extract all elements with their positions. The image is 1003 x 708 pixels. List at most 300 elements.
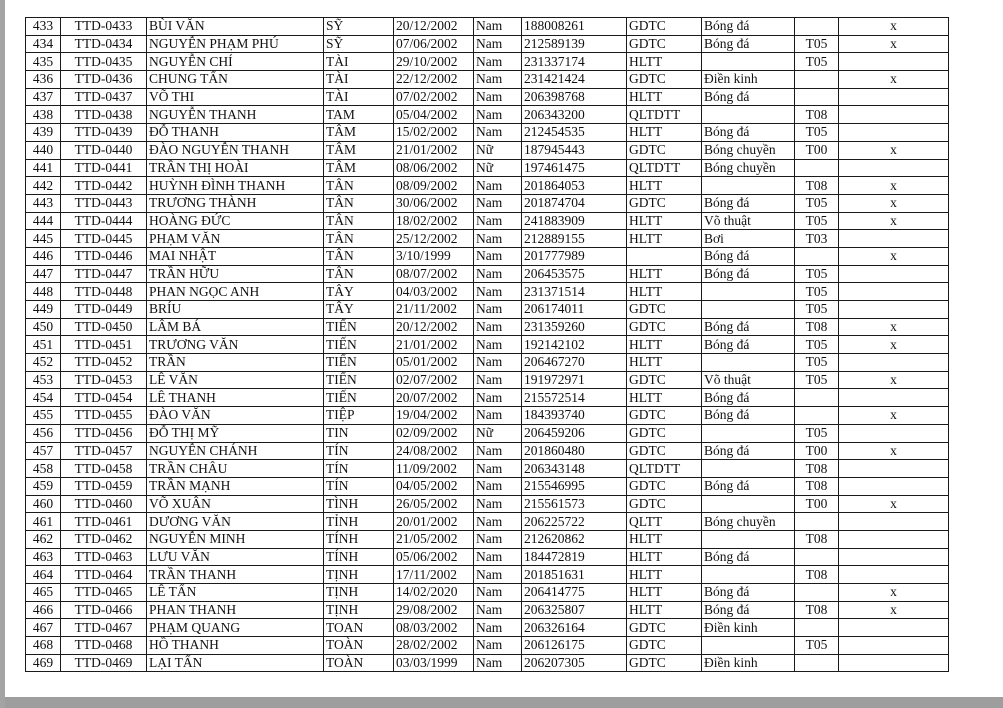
cell-first-name: TÂN [324,247,394,265]
cell-first-name: TIẾN [324,354,394,372]
cell-team-code: T08 [795,530,839,548]
cell-student-code: TTD-0460 [61,495,147,513]
cell-last-middle-name: NGUYỄN PHẠM PHÚ [147,35,324,53]
cell-major: GDTC [627,301,702,319]
cell-last-middle-name: BÙI VĂN [147,18,324,36]
cell-sport: Bóng đá [702,601,795,619]
cell-stt: 447 [26,265,61,283]
cell-birth-date: 29/08/2002 [394,601,474,619]
cell-id-number: 206459206 [522,424,627,442]
cell-first-name: TOAN [324,619,394,637]
cell-student-code: TTD-0450 [61,318,147,336]
cell-student-code: TTD-0442 [61,177,147,195]
cell-gender: Nam [474,230,522,248]
cell-gender: Nam [474,265,522,283]
cell-last-middle-name: TRẦN HỮU [147,265,324,283]
cell-major: GDTC [627,637,702,655]
cell-first-name: TỊNH [324,584,394,602]
cell-first-name: TOÀN [324,654,394,672]
table-row [26,141,949,159]
cell-team-code: T08 [795,106,839,124]
cell-first-name: TÂN [324,194,394,212]
cell-last-middle-name: LÊ VĂN [147,371,324,389]
cell-stt: 452 [26,354,61,372]
cell-mark [839,530,949,548]
cell-birth-date: 07/06/2002 [394,35,474,53]
cell-last-middle-name: NGUYỄN CHÁNH [147,442,324,460]
cell-major: HLTT [627,88,702,106]
cell-team-code: T05 [795,53,839,71]
cell-sport [702,106,795,124]
cell-team-code [795,654,839,672]
cell-major: HLTT [627,354,702,372]
cell-stt: 453 [26,371,61,389]
cell-team-code: T05 [795,336,839,354]
cell-gender: Nam [474,71,522,89]
cell-gender: Nam [474,88,522,106]
cell-birth-date: 21/05/2002 [394,530,474,548]
cell-id-number: 191972971 [522,371,627,389]
cell-birth-date: 08/09/2002 [394,177,474,195]
cell-team-code [795,513,839,531]
cell-team-code: T05 [795,212,839,230]
cell-gender: Nam [474,389,522,407]
cell-mark: x [839,141,949,159]
cell-student-code: TTD-0443 [61,194,147,212]
cell-stt: 463 [26,548,61,566]
cell-team-code: T05 [795,283,839,301]
table-row [26,301,949,319]
cell-first-name: TÀI [324,71,394,89]
cell-gender: Nam [474,35,522,53]
table-row [26,637,949,655]
cell-team-code: T00 [795,442,839,460]
table-row [26,336,949,354]
table-row [26,654,949,672]
table-row [26,247,949,265]
cell-mark [839,619,949,637]
cell-student-code: TTD-0469 [61,654,147,672]
cell-first-name: TÂY [324,301,394,319]
cell-sport: Bóng đá [702,124,795,142]
cell-first-name: TIỆP [324,407,394,425]
cell-team-code [795,159,839,177]
student-table [25,17,949,672]
cell-stt: 466 [26,601,61,619]
cell-stt: 433 [26,18,61,36]
cell-last-middle-name: TRẦN MẠNH [147,477,324,495]
cell-gender: Nam [474,584,522,602]
cell-sport: Bóng đá [702,548,795,566]
table-row [26,530,949,548]
cell-gender: Nam [474,212,522,230]
cell-sport [702,424,795,442]
cell-student-code: TTD-0461 [61,513,147,531]
cell-first-name: TÀI [324,53,394,71]
table-row [26,159,949,177]
cell-major: HLTT [627,177,702,195]
cell-sport: Võ thuật [702,371,795,389]
cell-birth-date: 04/03/2002 [394,283,474,301]
cell-stt: 434 [26,35,61,53]
table-row [26,71,949,89]
cell-last-middle-name: TRẦN THANH [147,566,324,584]
cell-student-code: TTD-0445 [61,230,147,248]
cell-mark: x [839,18,949,36]
cell-gender: Nam [474,407,522,425]
cell-gender: Nam [474,495,522,513]
cell-last-middle-name: VÕ XUÂN [147,495,324,513]
cell-id-number: 231371514 [522,283,627,301]
cell-team-code: T00 [795,141,839,159]
cell-sport [702,460,795,478]
cell-last-middle-name: LƯU VĂN [147,548,324,566]
table-row [26,283,949,301]
cell-stt: 458 [26,460,61,478]
cell-mark [839,389,949,407]
cell-stt: 445 [26,230,61,248]
cell-id-number: 206414775 [522,584,627,602]
table-row [26,619,949,637]
cell-stt: 460 [26,495,61,513]
cell-stt: 450 [26,318,61,336]
cell-birth-date: 29/10/2002 [394,53,474,71]
cell-sport: Bóng đá [702,318,795,336]
cell-sport: Bóng đá [702,336,795,354]
cell-student-code: TTD-0463 [61,548,147,566]
cell-stt: 446 [26,247,61,265]
table-row [26,513,949,531]
cell-mark [839,566,949,584]
cell-id-number: 206453575 [522,265,627,283]
cell-team-code: T08 [795,318,839,336]
cell-major: QLTDTT [627,460,702,478]
cell-student-code: TTD-0448 [61,283,147,301]
cell-team-code: T05 [795,371,839,389]
cell-major: HLTT [627,283,702,301]
cell-student-code: TTD-0452 [61,354,147,372]
cell-id-number: 201864053 [522,177,627,195]
cell-first-name: TÂM [324,124,394,142]
cell-team-code: T05 [795,265,839,283]
cell-team-code [795,247,839,265]
cell-sport: Bơi [702,230,795,248]
cell-mark [839,424,949,442]
cell-birth-date: 05/01/2002 [394,354,474,372]
cell-gender: Nam [474,53,522,71]
cell-last-middle-name: PHẠM QUANG [147,619,324,637]
cell-stt: 442 [26,177,61,195]
cell-sport: Điền kinh [702,654,795,672]
cell-student-code: TTD-0456 [61,424,147,442]
cell-birth-date: 20/07/2002 [394,389,474,407]
cell-last-middle-name: DƯƠNG VĂN [147,513,324,531]
cell-stt: 462 [26,530,61,548]
cell-major: GDTC [627,495,702,513]
cell-sport: Bóng đá [702,584,795,602]
cell-team-code: T05 [795,124,839,142]
cell-sport: Điền kinh [702,619,795,637]
cell-sport: Bóng đá [702,389,795,407]
cell-team-code: T05 [795,637,839,655]
cell-birth-date: 11/09/2002 [394,460,474,478]
cell-gender: Nam [474,247,522,265]
cell-stt: 444 [26,212,61,230]
cell-mark: x [839,177,949,195]
cell-first-name: TIẾN [324,371,394,389]
cell-id-number: 187945443 [522,141,627,159]
cell-sport [702,53,795,71]
cell-last-middle-name: ĐÀO NGUYỄN THANH [147,141,324,159]
cell-birth-date: 15/02/2002 [394,124,474,142]
cell-sport: Bóng đá [702,477,795,495]
table-row [26,424,949,442]
cell-last-middle-name: MAI NHẬT [147,247,324,265]
cell-gender: Nam [474,301,522,319]
cell-id-number: 184393740 [522,407,627,425]
cell-stt: 459 [26,477,61,495]
cell-first-name: TÂN [324,230,394,248]
cell-student-code: TTD-0446 [61,247,147,265]
cell-sport [702,354,795,372]
cell-birth-date: 28/02/2002 [394,637,474,655]
cell-gender: Nam [474,637,522,655]
cell-gender: Nam [474,601,522,619]
cell-stt: 469 [26,654,61,672]
cell-id-number: 215572514 [522,389,627,407]
cell-major: GDTC [627,477,702,495]
cell-last-middle-name: BRÍU [147,301,324,319]
cell-gender: Nữ [474,159,522,177]
cell-mark [839,477,949,495]
cell-team-code [795,88,839,106]
cell-student-code: TTD-0447 [61,265,147,283]
cell-birth-date: 05/04/2002 [394,106,474,124]
cell-first-name: TỊNH [324,601,394,619]
cell-first-name: TÍN [324,477,394,495]
cell-sport: Bóng đá [702,407,795,425]
cell-birth-date: 18/02/2002 [394,212,474,230]
cell-mark: x [839,407,949,425]
cell-major: HLTT [627,530,702,548]
cell-first-name: TÂM [324,141,394,159]
table-body [26,18,949,672]
cell-major: HLTT [627,566,702,584]
cell-last-middle-name: HỒ THANH [147,637,324,655]
cell-team-code: T03 [795,230,839,248]
cell-id-number: 206467270 [522,354,627,372]
cell-birth-date: 08/07/2002 [394,265,474,283]
cell-first-name: TAM [324,106,394,124]
cell-student-code: TTD-0465 [61,584,147,602]
cell-last-middle-name: CHUNG TẤN [147,71,324,89]
cell-first-name: TÀI [324,88,394,106]
cell-team-code: T08 [795,477,839,495]
cell-student-code: TTD-0436 [61,71,147,89]
table-row [26,442,949,460]
cell-mark: x [839,247,949,265]
cell-gender: Nam [474,18,522,36]
cell-mark [839,124,949,142]
cell-id-number: 212589139 [522,35,627,53]
cell-mark: x [839,495,949,513]
cell-gender: Nam [474,566,522,584]
cell-birth-date: 19/04/2002 [394,407,474,425]
cell-first-name: SỸ [324,18,394,36]
cell-mark: x [839,371,949,389]
cell-major: HLTT [627,53,702,71]
cell-birth-date: 08/06/2002 [394,159,474,177]
cell-sport [702,566,795,584]
cell-first-name: TÂN [324,177,394,195]
table-row [26,354,949,372]
cell-sport: Bóng đá [702,442,795,460]
cell-id-number: 206326164 [522,619,627,637]
cell-birth-date: 21/01/2002 [394,336,474,354]
cell-student-code: TTD-0464 [61,566,147,584]
cell-student-code: TTD-0457 [61,442,147,460]
cell-id-number: 206343200 [522,106,627,124]
table-row [26,460,949,478]
cell-team-code: T05 [795,301,839,319]
cell-major: HLTT [627,389,702,407]
cell-student-code: TTD-0441 [61,159,147,177]
table-row [26,35,949,53]
cell-last-middle-name: TRẦN [147,354,324,372]
cell-student-code: TTD-0433 [61,18,147,36]
cell-sport: Điền kinh [702,71,795,89]
table-row [26,18,949,36]
cell-student-code: TTD-0439 [61,124,147,142]
cell-last-middle-name: NGUYỄN THANH [147,106,324,124]
cell-team-code: T08 [795,177,839,195]
cell-last-middle-name: LẠI TẤN [147,654,324,672]
table-row [26,548,949,566]
cell-last-middle-name: NGUYỄN CHÍ [147,53,324,71]
cell-sport: Bóng đá [702,247,795,265]
cell-student-code: TTD-0453 [61,371,147,389]
cell-major: GDTC [627,407,702,425]
cell-major: QLTDTT [627,106,702,124]
cell-mark [839,283,949,301]
cell-last-middle-name: TRẦN THỊ HOÀI [147,159,324,177]
cell-gender: Nam [474,619,522,637]
cell-major: HLTT [627,212,702,230]
cell-stt: 439 [26,124,61,142]
cell-sport: Bóng chuyền [702,159,795,177]
cell-student-code: TTD-0467 [61,619,147,637]
cell-major [627,247,702,265]
cell-sport [702,301,795,319]
cell-gender: Nữ [474,424,522,442]
cell-mark: x [839,442,949,460]
cell-birth-date: 02/09/2002 [394,424,474,442]
table-row [26,371,949,389]
cell-stt: 467 [26,619,61,637]
cell-mark [839,548,949,566]
cell-id-number: 206343148 [522,460,627,478]
cell-birth-date: 07/02/2002 [394,88,474,106]
cell-mark [839,53,949,71]
cell-major: QLTT [627,513,702,531]
cell-last-middle-name: HOÀNG ĐỨC [147,212,324,230]
cell-major: GDTC [627,442,702,460]
table-row [26,318,949,336]
cell-major: HLTT [627,601,702,619]
cell-sport [702,637,795,655]
cell-stt: 435 [26,53,61,71]
cell-stt: 443 [26,194,61,212]
table-row [26,194,949,212]
cell-major: HLTT [627,548,702,566]
cell-stt: 440 [26,141,61,159]
cell-mark [839,354,949,372]
cell-birth-date: 08/03/2002 [394,619,474,637]
cell-id-number: 206398768 [522,88,627,106]
cell-stt: 455 [26,407,61,425]
cell-mark: x [839,601,949,619]
cell-first-name: TÌNH [324,495,394,513]
cell-major: GDTC [627,18,702,36]
cell-mark [839,637,949,655]
cell-mark: x [839,336,949,354]
cell-id-number: 188008261 [522,18,627,36]
cell-id-number: 201860480 [522,442,627,460]
cell-gender: Nam [474,513,522,531]
cell-last-middle-name: PHẠM VĂN [147,230,324,248]
cell-student-code: TTD-0466 [61,601,147,619]
cell-first-name: TÂY [324,283,394,301]
table-row [26,584,949,602]
cell-student-code: TTD-0434 [61,35,147,53]
cell-stt: 456 [26,424,61,442]
cell-student-code: TTD-0440 [61,141,147,159]
cell-sport: Bóng đá [702,18,795,36]
cell-id-number: 201851631 [522,566,627,584]
cell-sport [702,530,795,548]
cell-stt: 448 [26,283,61,301]
cell-last-middle-name: TRƯƠNG VĂN [147,336,324,354]
cell-gender: Nam [474,442,522,460]
cell-mark: x [839,318,949,336]
cell-mark [839,159,949,177]
cell-id-number: 215546995 [522,477,627,495]
cell-gender: Nam [474,460,522,478]
cell-birth-date: 3/10/1999 [394,247,474,265]
cell-id-number: 201874704 [522,194,627,212]
cell-first-name: TIN [324,424,394,442]
cell-student-code: TTD-0468 [61,637,147,655]
cell-team-code: T08 [795,566,839,584]
cell-id-number: 212454535 [522,124,627,142]
cell-team-code [795,584,839,602]
cell-id-number: 231421424 [522,71,627,89]
cell-mark [839,301,949,319]
cell-stt: 451 [26,336,61,354]
cell-mark [839,654,949,672]
cell-major: GDTC [627,141,702,159]
cell-last-middle-name: PHAN NGỌC ANH [147,283,324,301]
cell-major: HLTT [627,124,702,142]
cell-team-code: T05 [795,194,839,212]
cell-mark [839,230,949,248]
table-row [26,53,949,71]
cell-gender: Nam [474,354,522,372]
cell-first-name: TỈNH [324,513,394,531]
cell-team-code [795,407,839,425]
cell-team-code [795,71,839,89]
cell-gender: Nam [474,177,522,195]
